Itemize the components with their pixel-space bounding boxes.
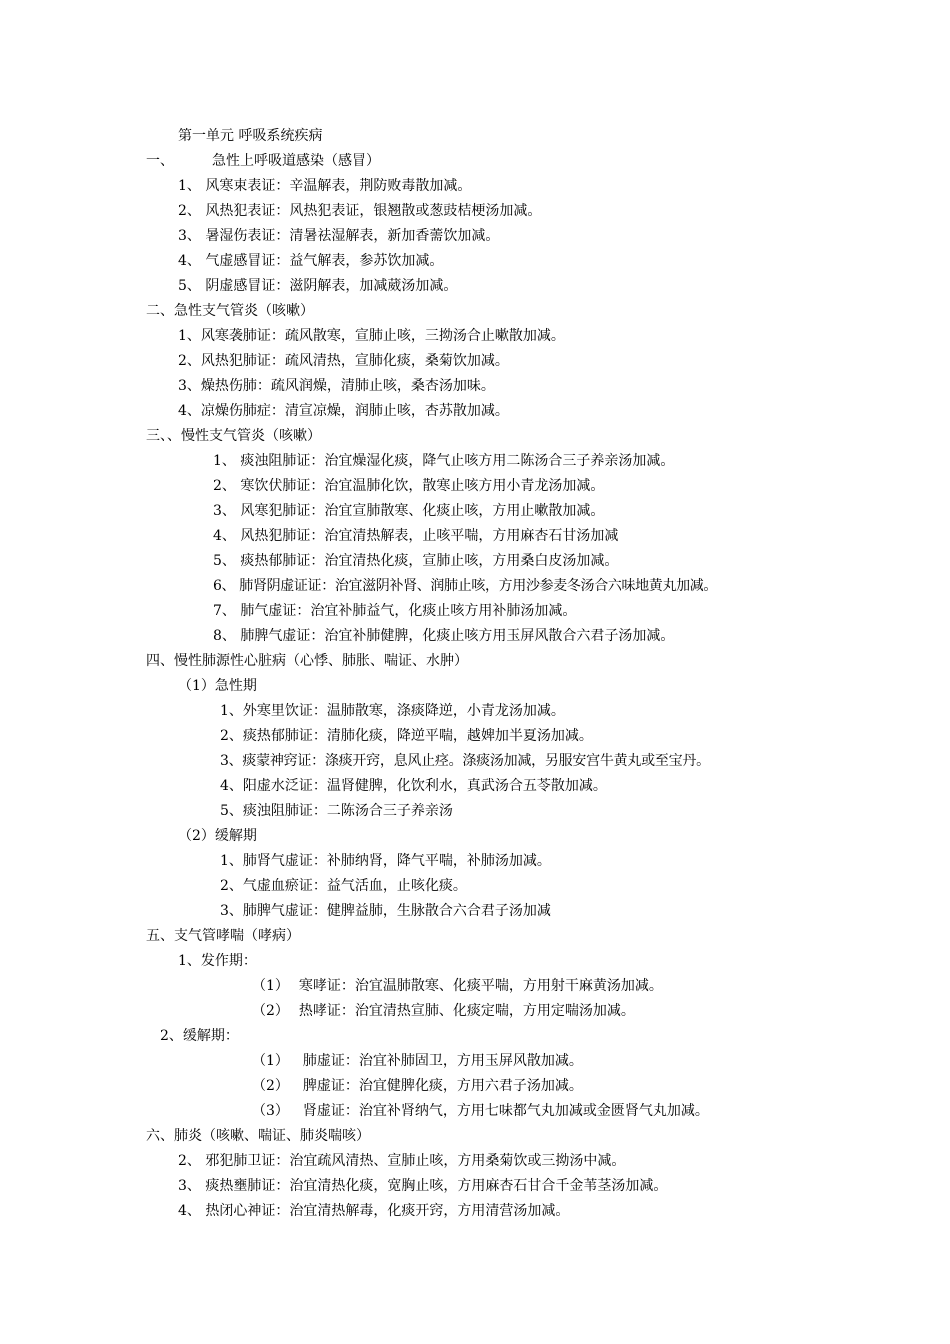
item-text: 肾虚证：治宜补肾纳气，方用七味都气丸加减或金匮肾气丸加减。 bbox=[302, 1103, 709, 1119]
item-number: （2） bbox=[252, 1078, 289, 1094]
section-4-remission-item: 3、肺脾气虚证：健脾益肺，生脉散合六合君子汤加减 bbox=[220, 903, 551, 919]
section-3-item: 1、 痰浊阻肺证：治宜燥湿化痰，降气止咳方用二陈汤合三子养亲汤加减。 bbox=[213, 453, 675, 469]
section-5-remission-item bbox=[252, 1077, 583, 1095]
section-3-item: 8、 肺脾气虚证：治宜补肺健脾，化痰止咳方用玉屏风散合六君子汤加减。 bbox=[213, 628, 675, 644]
item-text: 脾虚证：治宜健脾化痰，方用六君子汤加减。 bbox=[302, 1078, 583, 1094]
section-3-item: 4、 风热犯肺证：治宜清热解表，止咳平喘，方用麻杏石甘汤加减 bbox=[213, 528, 619, 544]
section-1-item: 1、 风寒束表证：辛温解表，荆防败毒散加减。 bbox=[178, 178, 472, 194]
section-1-heading bbox=[146, 152, 380, 170]
item-number: （1） bbox=[252, 1053, 289, 1069]
item-number: （2） bbox=[252, 1003, 289, 1019]
section-1-item: 2、 风热犯表证：风热犯表证，银翘散或葱豉桔梗汤加减。 bbox=[178, 203, 542, 219]
section-1-number: 一、 bbox=[146, 153, 174, 169]
section-4-phase-acute: （1）急性期 bbox=[178, 678, 257, 694]
section-3-heading: 三、、慢性支气管炎（咳嗽） bbox=[146, 428, 321, 444]
section-6-item: 4、 热闭心神证：治宜清热解毒，化痰开窍，方用清营汤加减。 bbox=[178, 1203, 570, 1219]
section-5-remission-item bbox=[252, 1052, 583, 1070]
section-4-acute-item: 3、痰蒙神窍证：涤痰开窍，息风止痉。涤痰汤加减，另服安宫牛黄丸或至宝丹。 bbox=[220, 753, 710, 769]
section-5-remission-phase: 2、缓解期： bbox=[160, 1028, 239, 1044]
section-3-item: 2、 寒饮伏肺证：治宜温肺化饮，散寒止咳方用小青龙汤加减。 bbox=[213, 478, 605, 494]
section-1-item: 5、 阴虚感冒证：滋阴解表，加减葳汤加减。 bbox=[178, 278, 458, 294]
section-2-item: 2、风热犯肺证：疏风清热，宣肺化痰，桑菊饮加减。 bbox=[178, 353, 509, 369]
item-number: （3） bbox=[252, 1103, 289, 1119]
section-3-item: 6、 肺肾阴虚证证：治宜滋阴补肾、润肺止咳，方用沙参麦冬汤合六味地黄丸加减。 bbox=[213, 578, 718, 594]
section-4-acute-item: 1、外寒里饮证：温肺散寒，涤痰降逆，小青龙汤加减。 bbox=[220, 703, 565, 719]
item-text: 肺虚证：治宜补肺固卫，方用玉屏风散加减。 bbox=[302, 1053, 583, 1069]
section-1-item: 3、 暑湿伤表证：清暑祛湿解表，新加香薷饮加减。 bbox=[178, 228, 500, 244]
section-3-item: 5、 痰热郁肺证：治宜清热化痰，宣肺止咳，方用桑白皮汤加减。 bbox=[213, 553, 619, 569]
section-6-heading: 六、肺炎（咳嗽、喘证、肺炎喘咳） bbox=[146, 1128, 370, 1144]
section-6-item: 3、 痰热壅肺证：治宜清热化痰，宽胸止咳，方用麻杏石甘合千金苇茎汤加减。 bbox=[178, 1178, 668, 1194]
section-5-heading: 五、支气管哮喘（哮病） bbox=[146, 928, 300, 944]
section-4-acute-item: 5、痰浊阻肺证：二陈汤合三子养亲汤 bbox=[220, 803, 453, 819]
section-5-attack-item bbox=[252, 977, 663, 995]
section-2-heading: 二、急性支气管炎（咳嗽） bbox=[146, 303, 314, 319]
section-1-title: 急性上呼吸道感染（感冒） bbox=[212, 153, 380, 169]
section-6-item: 2、 邪犯肺卫证：治宜疏风清热、宣肺止咳，方用桑菊饮或三拗汤中减。 bbox=[178, 1153, 626, 1169]
section-1-item: 4、 气虚感冒证：益气解表，参苏饮加减。 bbox=[178, 253, 444, 269]
section-4-heading: 四、慢性肺源性心脏病（心悸、肺胀、喘证、水肿） bbox=[146, 653, 468, 669]
item-text: 寒哮证：治宜温肺散寒、化痰平喘，方用射干麻黄汤加减。 bbox=[298, 978, 663, 994]
section-4-acute-item: 4、阳虚水泛证：温肾健脾，化饮利水，真武汤合五苓散加减。 bbox=[220, 778, 607, 794]
section-4-remission-item: 1、肺肾气虚证：补肺纳肾，降气平喘，补肺汤加减。 bbox=[220, 853, 551, 869]
section-3-item: 7、 肺气虚证：治宜补肺益气，化痰止咳方用补肺汤加减。 bbox=[213, 603, 577, 619]
section-4-phase-remission: （2）缓解期 bbox=[178, 828, 257, 844]
section-2-item: 1、风寒袭肺证：疏风散寒，宣肺止咳，三拗汤合止嗽散加减。 bbox=[178, 328, 565, 344]
item-number: （1） bbox=[252, 978, 289, 994]
section-3-item: 3、 风寒犯肺证：治宜宣肺散寒、化痰止咳，方用止嗽散加减。 bbox=[213, 503, 605, 519]
unit-title: 第一单元 呼吸系统疾病 bbox=[178, 128, 323, 144]
section-5-attack-phase: 1、发作期： bbox=[178, 953, 257, 969]
section-4-acute-item: 2、痰热郁肺证：清肺化痰，降逆平喘，越婢加半夏汤加减。 bbox=[220, 728, 593, 744]
section-2-item: 4、凉燥伤肺症：清宣凉燥，润肺止咳，杏苏散加减。 bbox=[178, 403, 509, 419]
section-2-item: 3、燥热伤肺：疏风润燥，清肺止咳，桑杏汤加味。 bbox=[178, 378, 495, 394]
section-5-remission-item bbox=[252, 1102, 709, 1120]
section-5-attack-item bbox=[252, 1002, 635, 1020]
section-4-remission-item: 2、气虚血瘀证：益气活血，止咳化痰。 bbox=[220, 878, 467, 894]
item-text: 热哮证：治宜清热宣肺、化痰定喘，方用定喘汤加减。 bbox=[298, 1003, 635, 1019]
